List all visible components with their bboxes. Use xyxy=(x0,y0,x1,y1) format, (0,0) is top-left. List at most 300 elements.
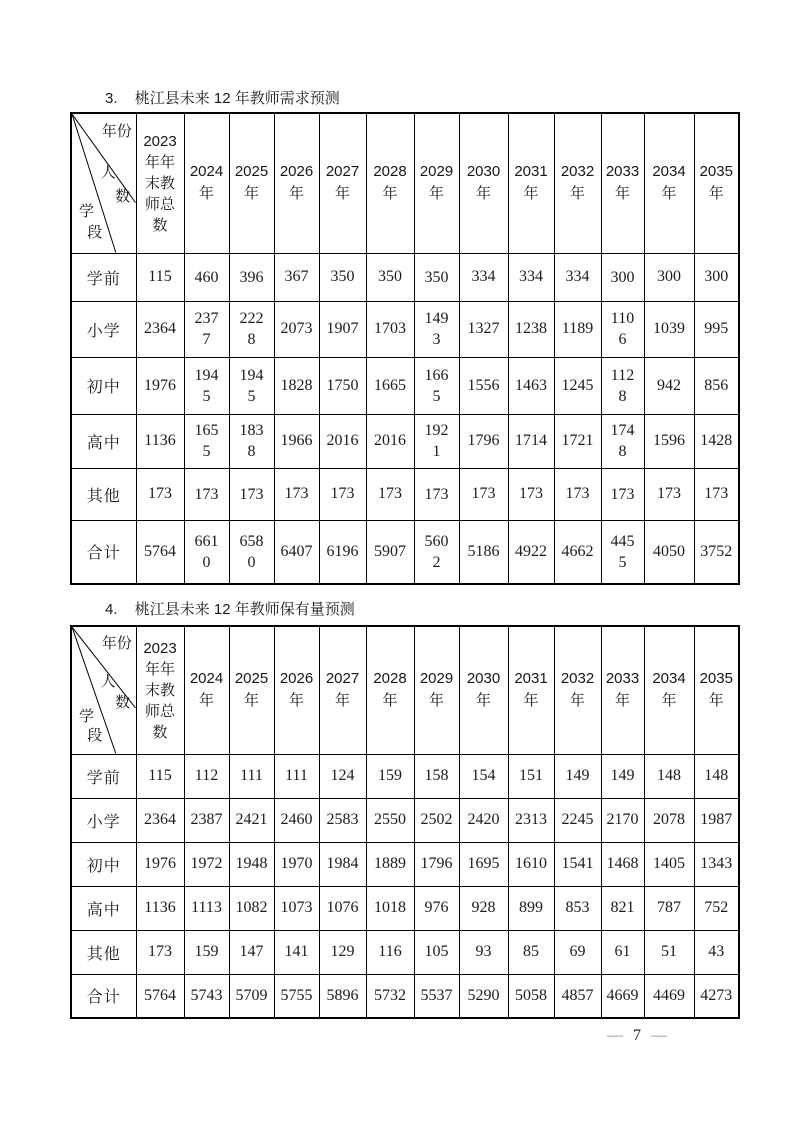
year-header-text: 2031年 xyxy=(514,163,548,203)
value-text: 6610 xyxy=(194,532,219,571)
value-cell xyxy=(229,253,274,301)
value-cell xyxy=(229,357,274,414)
value-cell xyxy=(414,886,459,930)
value-text: 787 xyxy=(657,899,681,916)
value-text: 105 xyxy=(424,943,449,960)
value-text: 5186 xyxy=(467,542,500,560)
value-cell xyxy=(184,842,229,886)
value-text: 149 xyxy=(610,767,635,784)
year-header-text: 2031年 xyxy=(514,670,548,710)
value-text: 1106 xyxy=(610,310,635,348)
value-text: 1966 xyxy=(280,432,313,449)
row-label xyxy=(71,754,136,798)
value-text: 752 xyxy=(704,899,729,916)
value-text: 173 xyxy=(424,485,449,503)
value-text: 3752 xyxy=(700,542,733,560)
value-text: 1703 xyxy=(374,320,406,337)
table-row xyxy=(71,253,739,301)
value-cell xyxy=(229,414,274,468)
value-text: 43 xyxy=(708,943,725,960)
year-header xyxy=(694,113,739,253)
year-header-text: 2033年 xyxy=(605,163,640,203)
value-text: 1428 xyxy=(700,432,733,449)
corner-cell xyxy=(71,113,136,253)
value-cell xyxy=(601,974,644,1018)
value-text: 115 xyxy=(148,767,172,784)
value-cell xyxy=(644,253,694,301)
year-header-text: 2029年 xyxy=(419,163,454,203)
value-cell xyxy=(136,754,184,798)
table-row xyxy=(71,974,739,1018)
value-text: 853 xyxy=(565,899,590,916)
value-text: 115 xyxy=(148,268,172,285)
year-header xyxy=(184,626,229,754)
value-text: 1796 xyxy=(420,855,453,872)
value-text: 1113 xyxy=(191,899,222,916)
year-header-text: 2025年 xyxy=(234,670,269,710)
value-cell xyxy=(554,754,601,798)
value-text: 334 xyxy=(565,268,590,285)
value-text: 1948 xyxy=(235,855,268,872)
value-cell xyxy=(319,754,366,798)
value-text: 1721 xyxy=(561,432,594,449)
year-header xyxy=(274,626,319,754)
value-text: 1189 xyxy=(561,320,594,337)
value-text: 2387 xyxy=(190,811,223,828)
row-label xyxy=(71,886,136,930)
value-cell xyxy=(366,253,414,301)
value-cell xyxy=(184,357,229,414)
value-cell xyxy=(184,974,229,1018)
year-header xyxy=(508,626,554,754)
value-text: 124 xyxy=(330,767,355,784)
value-text: 2313 xyxy=(515,811,547,828)
value-cell xyxy=(229,974,274,1018)
table-row xyxy=(71,414,739,468)
value-cell xyxy=(459,468,508,520)
value-text: 129 xyxy=(330,943,355,960)
value-cell xyxy=(508,253,554,301)
value-text: 1945 xyxy=(194,366,219,405)
value-cell xyxy=(644,357,694,414)
row-label xyxy=(71,974,136,1018)
value-cell xyxy=(694,468,739,520)
value-cell xyxy=(136,301,184,357)
value-text: 151 xyxy=(519,767,543,784)
table-row xyxy=(71,468,739,520)
value-text: 6580 xyxy=(239,532,264,571)
value-text: 6407 xyxy=(280,542,313,560)
year-header-text: 2035年 xyxy=(699,670,733,710)
value-cell xyxy=(601,930,644,974)
value-text: 1136 xyxy=(144,432,176,449)
value-cell xyxy=(319,301,366,357)
value-text: 173 xyxy=(610,485,635,503)
value-text: 1596 xyxy=(653,432,685,449)
value-cell xyxy=(229,468,274,520)
value-text: 1828 xyxy=(280,376,313,394)
value-cell xyxy=(414,754,459,798)
corner-label-count-char2: 数 xyxy=(115,695,131,712)
value-cell xyxy=(694,842,739,886)
value-cell xyxy=(644,842,694,886)
corner-cell-inner xyxy=(72,114,136,253)
row-label xyxy=(71,798,136,842)
year-header xyxy=(414,626,459,754)
value-cell xyxy=(508,798,554,842)
value-text: 173 xyxy=(284,485,309,502)
year-header xyxy=(554,626,601,754)
value-text: 2502 xyxy=(420,811,453,828)
value-text: 173 xyxy=(330,485,355,502)
value-cell xyxy=(274,886,319,930)
value-text: 1655 xyxy=(194,422,219,460)
value-cell xyxy=(366,798,414,842)
value-text: 4050 xyxy=(653,542,685,560)
value-text: 5755 xyxy=(280,986,313,1004)
value-cell xyxy=(459,414,508,468)
value-text: 2364 xyxy=(144,811,176,828)
value-cell xyxy=(644,468,694,520)
table-row xyxy=(71,520,739,584)
value-text: 1610 xyxy=(515,855,547,872)
year-header xyxy=(554,113,601,253)
value-cell xyxy=(366,842,414,886)
row-label xyxy=(71,468,136,520)
value-cell xyxy=(694,754,739,798)
value-cell xyxy=(644,974,694,1018)
year-header xyxy=(319,113,366,253)
value-text: 1018 xyxy=(374,899,406,916)
value-text: 1238 xyxy=(515,320,547,337)
table-row xyxy=(71,754,739,798)
value-cell xyxy=(136,414,184,468)
value-cell xyxy=(274,520,319,584)
value-cell xyxy=(136,253,184,301)
corner-cell xyxy=(71,626,136,754)
value-text: 1970 xyxy=(280,855,313,872)
row-label-text: 合计 xyxy=(86,989,121,1007)
value-text: 1128 xyxy=(610,366,635,405)
value-text: 2421 xyxy=(235,811,268,828)
value-text: 1327 xyxy=(467,320,500,337)
table-2-title xyxy=(105,600,355,620)
base-year-header-text: 2023年年末教师总数 xyxy=(143,639,177,741)
value-cell xyxy=(694,974,739,1018)
value-cell xyxy=(459,520,508,584)
value-cell xyxy=(274,974,319,1018)
year-header xyxy=(459,113,508,253)
value-text: 4922 xyxy=(515,542,547,560)
value-text: 5907 xyxy=(374,542,406,560)
value-cell xyxy=(184,468,229,520)
year-header-text: 2026年 xyxy=(279,670,314,710)
value-cell xyxy=(184,798,229,842)
value-text: 1076 xyxy=(326,899,359,916)
row-label-text: 高中 xyxy=(86,901,121,919)
year-header-text: 2028年 xyxy=(373,670,407,710)
value-text: 1748 xyxy=(610,422,635,460)
year-header xyxy=(414,113,459,253)
year-header xyxy=(229,113,274,253)
value-cell xyxy=(414,842,459,886)
value-cell xyxy=(414,357,459,414)
year-header-text: 2034年 xyxy=(652,163,686,203)
corner-label-year: 年份 xyxy=(101,635,132,652)
value-cell xyxy=(274,253,319,301)
value-cell xyxy=(694,886,739,930)
row-label-text: 其他 xyxy=(86,945,121,963)
value-cell xyxy=(319,886,366,930)
value-text: 4669 xyxy=(606,986,639,1004)
row-label xyxy=(71,414,136,468)
value-text: 928 xyxy=(471,899,496,916)
value-cell xyxy=(694,414,739,468)
value-text: 2073 xyxy=(280,320,313,337)
value-cell xyxy=(184,754,229,798)
value-cell xyxy=(274,357,319,414)
value-text: 1541 xyxy=(561,855,594,872)
year-header-text: 2032年 xyxy=(560,163,595,203)
corner-label-count-char2: 数 xyxy=(115,188,131,205)
year-header-text: 2026年 xyxy=(279,163,314,203)
value-cell xyxy=(184,930,229,974)
value-text: 173 xyxy=(148,485,172,502)
value-text: 51 xyxy=(661,943,677,960)
value-text: 85 xyxy=(523,943,539,960)
value-text: 149 xyxy=(565,767,590,784)
value-text: 69 xyxy=(569,943,586,960)
value-text: 173 xyxy=(471,485,496,502)
value-cell xyxy=(554,974,601,1018)
page-number-dash-right: — xyxy=(651,1027,667,1044)
page-number-value: 7 xyxy=(633,1027,641,1044)
value-cell xyxy=(366,468,414,520)
value-cell xyxy=(554,253,601,301)
value-cell xyxy=(366,414,414,468)
value-cell xyxy=(554,930,601,974)
value-cell xyxy=(366,886,414,930)
value-text: 1039 xyxy=(653,320,685,337)
value-cell xyxy=(694,357,739,414)
value-cell xyxy=(554,886,601,930)
value-cell xyxy=(136,798,184,842)
value-cell xyxy=(554,842,601,886)
value-cell xyxy=(319,414,366,468)
value-cell xyxy=(459,842,508,886)
value-cell xyxy=(694,520,739,584)
corner-label-count-char1: 人 xyxy=(100,165,116,182)
value-text: 5058 xyxy=(515,986,547,1004)
base-year-header xyxy=(136,113,184,253)
year-header-text: 2034年 xyxy=(652,670,686,710)
value-cell xyxy=(554,414,601,468)
corner-cell-inner xyxy=(72,627,136,754)
value-text: 1556 xyxy=(467,376,500,394)
table-1-title-number: 3. xyxy=(105,90,118,107)
value-text: 2016 xyxy=(374,432,406,449)
table-row xyxy=(71,357,739,414)
value-cell xyxy=(644,414,694,468)
value-cell xyxy=(601,468,644,520)
year-header xyxy=(319,626,366,754)
year-header xyxy=(366,626,414,754)
value-cell xyxy=(508,468,554,520)
value-text: 1665 xyxy=(374,376,406,394)
value-text: 1796 xyxy=(467,432,500,449)
value-cell xyxy=(459,798,508,842)
value-text: 2583 xyxy=(326,811,359,828)
value-text: 93 xyxy=(475,943,492,960)
year-header xyxy=(508,113,554,253)
value-text: 158 xyxy=(424,767,449,784)
value-cell xyxy=(274,468,319,520)
value-cell xyxy=(459,974,508,1018)
table-row xyxy=(71,842,739,886)
value-text: 334 xyxy=(519,268,543,285)
value-text: 976 xyxy=(424,899,449,916)
value-cell xyxy=(229,754,274,798)
value-text: 1245 xyxy=(561,376,594,394)
value-cell xyxy=(274,798,319,842)
value-text: 2550 xyxy=(374,811,406,828)
corner-label-count-char1: 人 xyxy=(100,673,116,690)
value-cell xyxy=(459,930,508,974)
value-cell xyxy=(644,798,694,842)
value-cell xyxy=(319,798,366,842)
value-text: 5896 xyxy=(326,986,359,1004)
year-header-text: 2030年 xyxy=(466,670,501,710)
year-header-text: 2029年 xyxy=(419,670,454,710)
value-text: 1493 xyxy=(424,310,449,348)
table-row xyxy=(71,301,739,357)
value-text: 173 xyxy=(148,943,172,960)
value-cell xyxy=(229,886,274,930)
value-cell xyxy=(644,930,694,974)
row-label-text: 其他 xyxy=(86,487,121,505)
corner-label-stage-char1: 学 xyxy=(78,204,94,221)
value-cell xyxy=(319,974,366,1018)
value-cell xyxy=(136,974,184,1018)
value-text: 1750 xyxy=(326,376,359,394)
value-cell xyxy=(274,930,319,974)
value-cell xyxy=(459,253,508,301)
forecast-table xyxy=(70,625,740,1019)
value-text: 1987 xyxy=(700,811,733,828)
table-row xyxy=(71,930,739,974)
year-header-text: 2028年 xyxy=(373,163,407,203)
value-text: 5709 xyxy=(235,986,268,1004)
value-text: 2245 xyxy=(561,811,594,828)
year-header xyxy=(644,626,694,754)
year-header-text: 2033年 xyxy=(605,670,640,710)
value-cell xyxy=(601,798,644,842)
teacher-retention-forecast-table xyxy=(70,625,740,1019)
corner-label-stage-char1: 学 xyxy=(78,709,94,726)
value-cell xyxy=(319,253,366,301)
value-text: 1714 xyxy=(515,432,547,449)
value-cell xyxy=(414,974,459,1018)
value-text: 2228 xyxy=(239,310,264,348)
value-cell xyxy=(319,520,366,584)
table-row xyxy=(71,798,739,842)
year-header-text: 2035年 xyxy=(699,163,733,203)
year-header-text: 2027年 xyxy=(325,163,360,203)
value-text: 147 xyxy=(239,943,264,960)
value-cell xyxy=(601,886,644,930)
value-text: 4662 xyxy=(561,542,594,560)
corner-label-year: 年份 xyxy=(101,123,132,140)
value-text: 5743 xyxy=(190,986,223,1004)
value-text: 173 xyxy=(194,485,219,503)
value-cell xyxy=(414,520,459,584)
value-text: 2420 xyxy=(467,811,500,828)
header-row xyxy=(71,113,739,253)
value-text: 148 xyxy=(657,767,681,784)
forecast-table xyxy=(70,112,740,585)
value-cell xyxy=(508,842,554,886)
value-cell xyxy=(414,414,459,468)
value-cell xyxy=(459,754,508,798)
value-cell xyxy=(508,520,554,584)
base-year-header-text: 2023年年末教师总数 xyxy=(143,132,177,234)
value-cell xyxy=(319,930,366,974)
year-header xyxy=(274,113,319,253)
year-header-text: 2032年 xyxy=(560,670,595,710)
row-label-text: 学前 xyxy=(86,769,121,787)
value-text: 1889 xyxy=(374,855,406,872)
value-text: 173 xyxy=(704,485,729,502)
value-text: 4857 xyxy=(561,986,594,1004)
value-cell xyxy=(644,754,694,798)
year-header xyxy=(601,113,644,253)
value-cell xyxy=(366,301,414,357)
value-cell xyxy=(274,842,319,886)
value-cell xyxy=(366,974,414,1018)
year-header-text: 2027年 xyxy=(325,670,360,710)
value-cell xyxy=(508,357,554,414)
value-cell xyxy=(184,253,229,301)
value-text: 159 xyxy=(378,767,402,784)
value-text: 173 xyxy=(565,485,590,502)
year-header-text: 2025年 xyxy=(234,163,269,203)
table-1-title xyxy=(105,89,340,109)
value-cell xyxy=(366,357,414,414)
value-text: 1907 xyxy=(326,320,359,337)
teacher-demand-forecast-table xyxy=(70,112,740,585)
value-cell xyxy=(366,754,414,798)
value-cell xyxy=(459,357,508,414)
value-text: 5764 xyxy=(144,542,176,560)
value-cell xyxy=(554,468,601,520)
page-number xyxy=(577,1026,697,1046)
value-cell xyxy=(601,253,644,301)
row-label xyxy=(71,842,136,886)
value-cell xyxy=(319,357,366,414)
value-cell xyxy=(601,754,644,798)
value-text: 2170 xyxy=(606,811,639,828)
value-text: 173 xyxy=(519,485,543,502)
value-cell xyxy=(508,301,554,357)
value-cell xyxy=(184,886,229,930)
value-cell xyxy=(229,520,274,584)
value-text: 4455 xyxy=(610,532,635,571)
table-2-title-number: 4. xyxy=(105,601,118,618)
value-text: 1405 xyxy=(653,855,685,872)
value-text: 995 xyxy=(704,320,729,337)
value-text: 1082 xyxy=(235,899,268,916)
value-text: 5764 xyxy=(144,986,176,1004)
